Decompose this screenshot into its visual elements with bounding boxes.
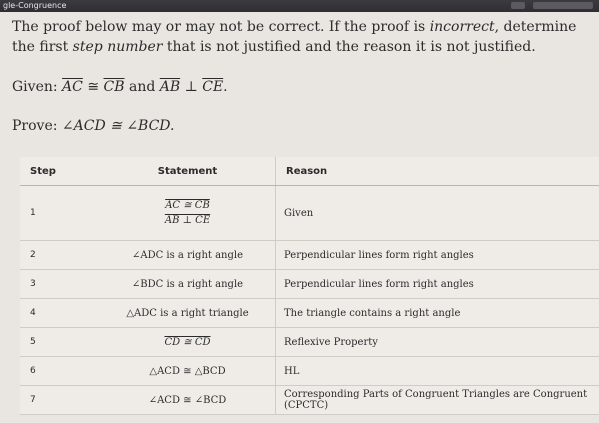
incorrect-emphasis: incorrect	[429, 19, 495, 35]
toolbar-icon[interactable]	[511, 2, 525, 9]
reason-cell: Corresponding Parts of Congruent Triangles are Congruent (CPCTC)	[276, 386, 599, 415]
statement-cell: CD ≅ CD	[100, 328, 276, 357]
reason-cell: Given	[276, 186, 599, 241]
statement-cell: AC ≅ CB AB ⊥ CE	[100, 186, 276, 241]
step-number: 2	[20, 241, 100, 270]
step-number: 7	[20, 386, 100, 415]
statement-cell: ∠BDC is a right angle	[100, 270, 276, 299]
header-reason: Reason	[276, 157, 599, 186]
segment-ce: CE	[202, 79, 224, 95]
step-number: 1	[20, 186, 100, 241]
table-row	[20, 270, 599, 299]
table-row	[20, 186, 599, 241]
tab-title[interactable]: gle-Congruence	[3, 1, 67, 10]
table-row	[20, 328, 599, 357]
proof-table	[20, 157, 599, 415]
table-row	[20, 299, 599, 328]
reason-cell: Reflexive Property	[276, 328, 599, 357]
reason-cell: Perpendicular lines form right angles	[276, 241, 599, 270]
table-row	[20, 241, 599, 270]
reason-cell: The triangle contains a right angle	[276, 299, 599, 328]
statement-cell: △ADC is a right triangle	[100, 299, 276, 328]
browser-top-bar	[0, 0, 599, 12]
prove-statement: Prove: ∠ACD ≅ ∠BCD.	[12, 118, 175, 134]
step-number: 5	[20, 328, 100, 357]
header-statement: Statement	[100, 157, 276, 186]
segment-ac: AC	[62, 79, 83, 95]
statement-cell: ∠ADC is a right angle	[100, 241, 276, 270]
problem-statement: The proof below may or may not be correct. If the proof is incorrect, determine the first step number that is not justified and the reason it is not justified.	[12, 19, 577, 55]
segment-cb: CB	[103, 79, 125, 95]
step-number: 4	[20, 299, 100, 328]
statement-cell: ∠ACD ≅ ∠BCD	[100, 386, 276, 415]
top-bar-icons	[511, 2, 593, 9]
header-step: Step	[20, 157, 100, 186]
toolbar-pill[interactable]	[533, 2, 593, 9]
statement-cell: △ACD ≅ △BCD	[100, 357, 276, 386]
table-row	[20, 386, 599, 415]
segment-ab: AB	[159, 79, 181, 95]
step-number: 3	[20, 270, 100, 299]
given-statement: Given: AC ≅ CB and AB ⊥ CE.	[12, 79, 228, 95]
proof-table-header	[20, 157, 599, 186]
step-number: 6	[20, 357, 100, 386]
reason-cell: HL	[276, 357, 599, 386]
reason-cell: Perpendicular lines form right angles	[276, 270, 599, 299]
table-row	[20, 357, 599, 386]
